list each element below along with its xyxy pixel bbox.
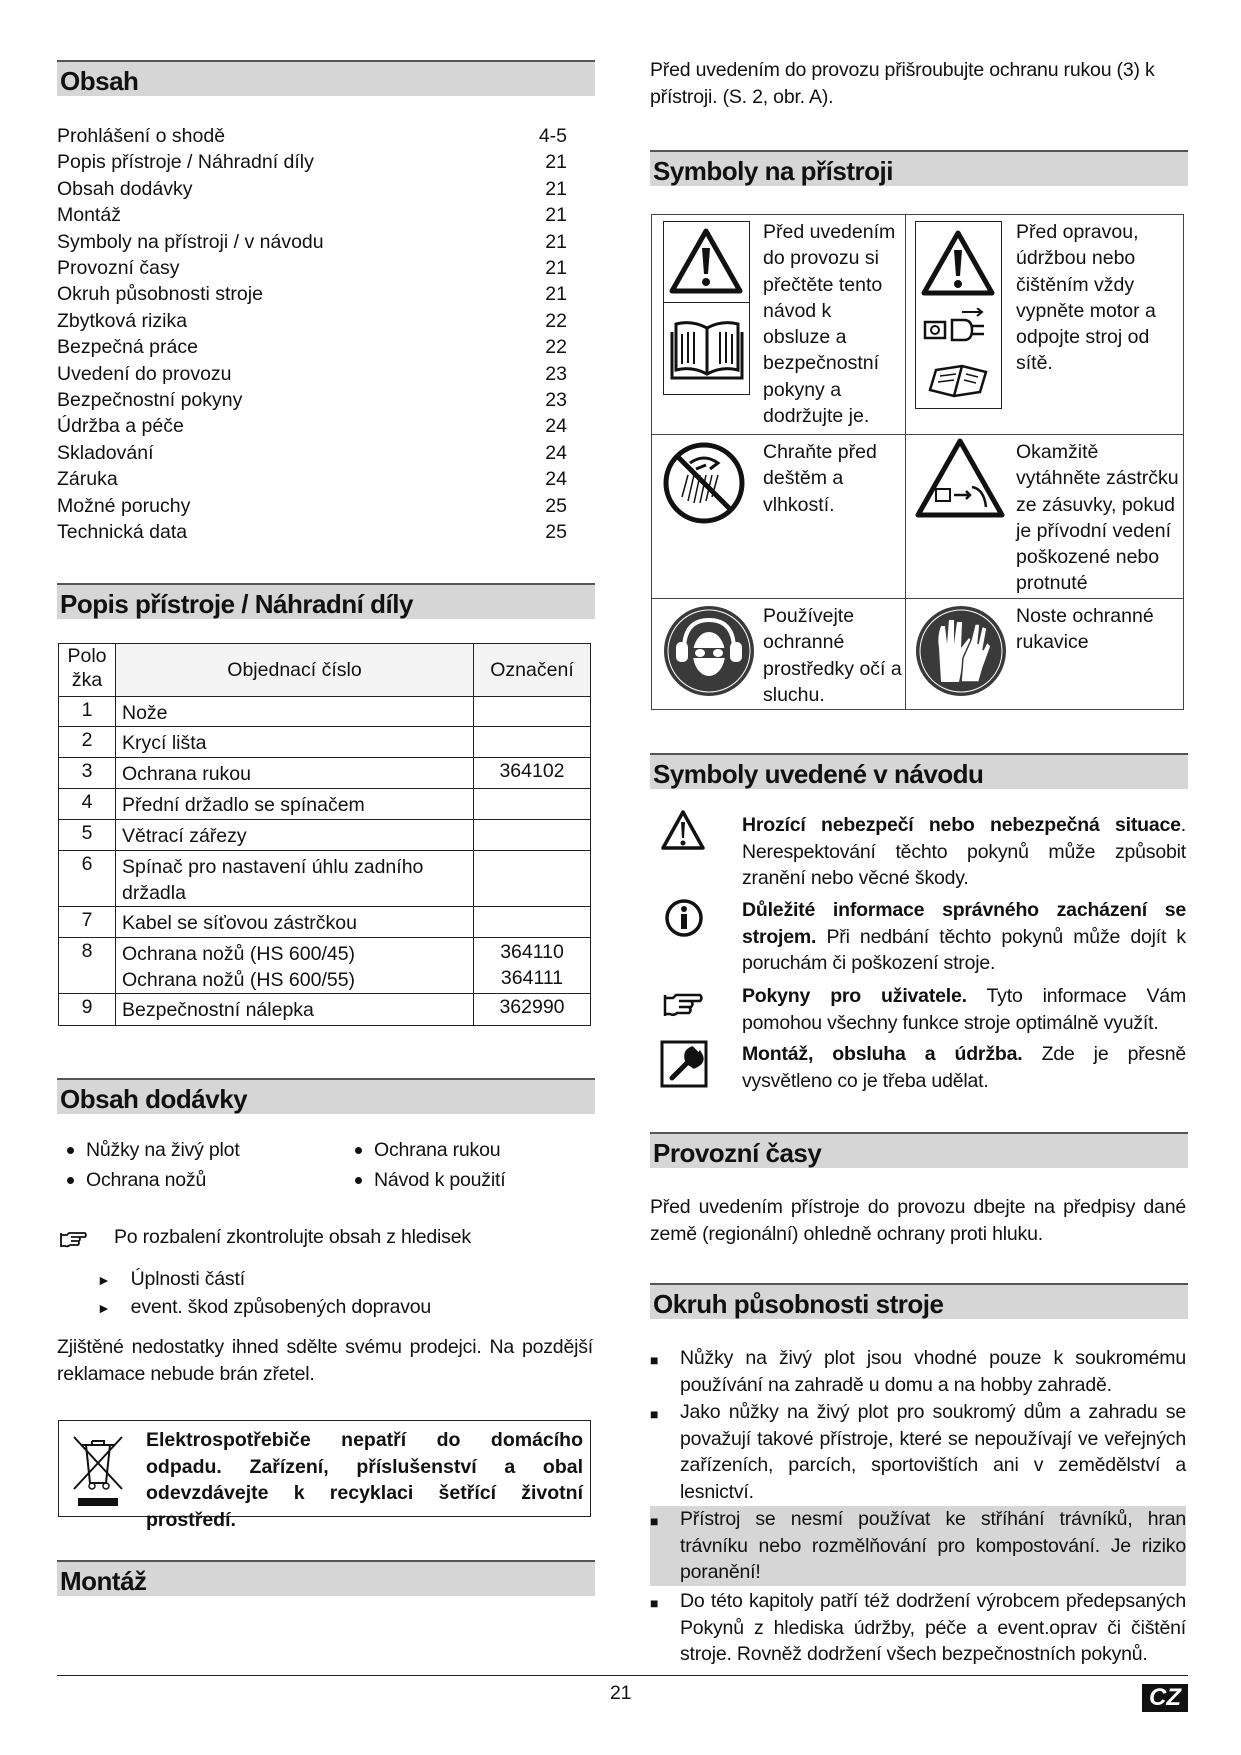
toc-item: [57, 361, 567, 388]
toc-item: [57, 466, 567, 493]
toc-item-page: 25: [545, 494, 567, 517]
symbol-cell-unplug-before-service: [906, 215, 1184, 435]
table-row: [59, 758, 591, 789]
toc-item: [57, 334, 567, 361]
table-row: [59, 851, 591, 907]
delivery-item: Ochrana rukou: [355, 1137, 500, 1164]
toc-item-page: 21: [545, 204, 567, 227]
manual-symbol-important: Důležité informace správného zacházení se strojem. Při nedbání těchto pokynů může dojít k poruchám či poškození stroje.: [742, 899, 1186, 974]
scope-heading: Okruh působnosti stroje: [650, 1283, 1188, 1319]
toc-item-label: Zbytková rizika: [57, 309, 188, 332]
part-position: 8: [59, 938, 116, 994]
scope-item: ■ Jako nůžky na živý plot pro soukromý dům a zahradu se považují takové přístroje, které se nepoužívají ve veřejných zařízeních, parcích, sportovištích ani v zemědělství a lesnictví.: [650, 1401, 1186, 1503]
toc-item-page: 25: [545, 521, 567, 543]
delivery-item: Návod k použití: [355, 1167, 505, 1194]
service-frame: [915, 221, 1002, 409]
delivery-paragraph: Zjištěné nedostatky ihned sdělte svému prodejci. Na pozdější reklamace nebude brán zřetel.: [57, 1336, 593, 1385]
open-book-icon: [670, 318, 744, 380]
toc-item-label: Možné poruchy: [57, 494, 191, 517]
scope-item: ■ Přístroj se nesmí používat ke stříhání trávníků, hran trávníku nebo rozmělňování pro kompostování. Je riziko poranění!: [650, 1506, 1186, 1586]
toc-item: [57, 149, 567, 176]
manual-symbols-heading: Symboly uvedené v návodu: [650, 753, 1188, 789]
part-name: Krycí lišta: [116, 727, 474, 758]
warning-triangle-icon: [669, 228, 743, 294]
symbol-cell-eye-ear-protection: [652, 599, 906, 710]
parts-heading: Popis přístroje / Náhradní díly: [57, 583, 595, 619]
part-name: Bezpečnostní nálepka: [116, 994, 474, 1026]
toc-item: [57, 176, 567, 203]
toc-item: [57, 229, 567, 256]
crossed-bin-icon: [68, 1431, 128, 1509]
warning-cable-icon: [914, 437, 1006, 519]
toc-item-label: Montáž: [57, 204, 121, 227]
part-name: Kabel se síťovou zástrčkou: [116, 907, 474, 938]
plug-disconnect-icon: [922, 308, 996, 348]
no-rain-icon: [662, 441, 746, 525]
parts-header-order: Objednací číslo: [116, 644, 474, 697]
delivery-item: Ochrana nožů: [67, 1167, 206, 1194]
part-position: 3: [59, 758, 116, 789]
part-order-number: [474, 851, 591, 907]
info-icon: [664, 898, 704, 938]
parts-header-designation: Označení: [474, 644, 591, 697]
toc-item-label: Popis přístroje / Náhradní díly: [57, 151, 314, 174]
part-name: Přední držadlo se spínačem: [116, 789, 474, 820]
table-row: [59, 697, 591, 727]
part-order-number: 364102: [474, 758, 591, 789]
delivery-item: Nůžky na živý plot: [67, 1137, 240, 1164]
wrench-icon: [660, 1040, 708, 1088]
part-order-number: [474, 907, 591, 938]
toc-item-page: 21: [545, 230, 567, 253]
toc-item-label: Technická data: [57, 521, 188, 543]
gloves-icon: [913, 604, 1009, 698]
toc-item-page: 21: [545, 151, 567, 174]
manual-symbol-danger: Hrozící nebezpečí nebo nebezpečná situace. Nerespektování těchto pokynů může způsobit zranění nebo věcné škody.: [742, 814, 1186, 889]
toc-item-label: Bezpečná práce: [57, 336, 198, 359]
language-badge: CZ: [1142, 1684, 1188, 1712]
symbol-cell-protect-from-rain: [652, 435, 906, 599]
recycling-text: Elektrospotřebiče nepatří do domácího odpadu. Zařízení, příslušenství a obal odevzdávejte k recyklaci šetřící životní prostředí.: [146, 1429, 583, 1531]
part-position: 7: [59, 907, 116, 938]
table-row: [59, 789, 591, 820]
symbol-text: Před uvedením do provozu si přečtěte tento návod k obsluze a bezpečnostní pokyny a dodržujte je.: [763, 221, 896, 428]
toc-item: [57, 281, 567, 308]
part-position: 2: [59, 727, 116, 758]
toc-item-page: 21: [545, 177, 567, 200]
toc-item-label: Uvedení do provozu: [57, 362, 232, 385]
part-name: Větrací zářezy: [116, 820, 474, 851]
table-row: [59, 994, 591, 1026]
part-order-number: 362990: [474, 994, 591, 1026]
toc-item: [57, 255, 567, 282]
device-symbols-heading: Symboly na přístroji: [650, 150, 1188, 186]
toc-item: [57, 123, 567, 150]
warning-manual-frame: [663, 221, 750, 395]
toc-item-label: Okruh působnosti stroje: [57, 283, 263, 306]
symbol-cell-gloves: [906, 599, 1184, 710]
symbol-cell-read-manual: [652, 215, 906, 435]
toc-item: [57, 202, 567, 229]
warning-triangle-icon: [921, 230, 995, 296]
toc-item-page: 24: [545, 441, 567, 464]
part-position: 5: [59, 820, 116, 851]
toc-item: [57, 413, 567, 440]
delivery-heading: Obsah dodávky: [57, 1078, 595, 1114]
delivery-sub-item: ► Úplnosti částí: [97, 1268, 245, 1290]
part-name: Spínač pro nastavení úhlu zadního držadla: [116, 851, 474, 907]
symbol-cell-damaged-cable: [906, 435, 1184, 599]
toc-item-label: Prohlášení o shodě: [57, 125, 226, 147]
pointing-hand-icon: [662, 990, 706, 1020]
eye-ear-protection-icon: [662, 604, 756, 698]
toc-item-label: Skladování: [57, 441, 154, 464]
part-order-number: [474, 697, 591, 727]
toc-item-page: 24: [545, 415, 567, 438]
symbol-text: Noste ochranné rukavice: [1016, 605, 1154, 654]
recycling-box: [58, 1420, 591, 1531]
toc-item-label: Obsah dodávky: [57, 177, 193, 200]
toc-item-page: 4-5: [538, 125, 567, 147]
parts-table: [58, 643, 591, 1026]
part-position: 4: [59, 789, 116, 820]
part-order-number: 364110 364111: [474, 938, 591, 994]
table-row: [59, 820, 591, 851]
table-row: [59, 907, 591, 938]
manual-symbol-assembly: Montáž, obsluha a údržba. Zde je přesně vysvětleno co je třeba udělat.: [742, 1043, 1186, 1092]
delivery-check-note: Po rozbalení zkontrolujte obsah z hledisek: [114, 1226, 471, 1248]
part-position: 1: [59, 697, 116, 727]
device-symbols-table: [651, 214, 1184, 710]
toc-item-label: Bezpečnostní pokyny: [57, 389, 243, 411]
toc-item-page: 21: [545, 283, 567, 306]
toc-item: [57, 308, 567, 335]
symbol-text: Chraňte před deštěm a vlhkostí.: [763, 441, 877, 516]
toc-item-page: 23: [545, 389, 567, 411]
scope-item: ■ Do této kapitoly patří též dodržení výrobcem předepsaných Pokynů z hlediska údržby, péče a event.oprav či čištění stroje. Rovněž dodržení všech bezpečnostních pokynů.: [650, 1590, 1186, 1665]
footer-rule: [57, 1675, 1188, 1676]
table-row: [59, 727, 591, 758]
page-number: 21: [610, 1682, 632, 1704]
toc-item-page: 24: [545, 468, 567, 491]
toc-heading: Obsah: [57, 60, 595, 96]
toc-item-label: Symboly na přístroji / v návodu: [57, 230, 324, 253]
toc-item-page: 23: [545, 362, 567, 385]
part-name: Nože: [116, 697, 474, 727]
assembly-heading: Montáž: [57, 1560, 595, 1596]
part-position: 9: [59, 994, 116, 1026]
operating-times-text: Před uvedením přístroje do provozu dbejte na předpisy dané země (regionální) ohledně ochrany proti hluku.: [650, 1196, 1186, 1245]
toc-item: [57, 387, 567, 414]
toc-item-label: Údržba a péče: [57, 415, 184, 438]
part-order-number: [474, 727, 591, 758]
part-name: Ochrana nožů (HS 600/45) Ochrana nožů (HS 600/55): [116, 938, 474, 994]
symbol-text: Okamžitě vytáhněte zástrčku ze zásuvky, pokud je přívodní vedení poškozené nebo protnuté: [1016, 441, 1179, 595]
assembly-text: Před uvedením do provozu přišroubujte ochranu rukou (3) k přístroji. (S. 2, obr. A).: [650, 59, 1155, 108]
part-position: 6: [59, 851, 116, 907]
toc-item-label: Provozní časy: [57, 257, 180, 279]
toc-item: [57, 493, 567, 520]
part-name: Ochrana rukou: [116, 758, 474, 789]
toc-item-page: 22: [545, 309, 567, 332]
manual-symbol-user-tips: Pokyny pro uživatele. Tyto informace Vám pomohou všechny funkce stroje optimálně využít.: [742, 985, 1186, 1034]
parts-header-pos: Polo žka: [59, 644, 116, 697]
toc-item: [57, 519, 567, 546]
scope-item: ■ Nůžky na živý plot jsou vhodné pouze k soukromému používání na zahradě u domu a na hobby zahradě.: [650, 1347, 1186, 1396]
warning-triangle-icon: [660, 809, 706, 851]
manual-book-icon: [926, 362, 992, 400]
delivery-sub-item: ► event. škod způsobených dopravou: [97, 1296, 432, 1318]
symbol-text: Používejte ochranné prostředky očí a sluchu.: [763, 605, 902, 706]
part-order-number: [474, 820, 591, 851]
toc-item-page: 22: [545, 336, 567, 359]
symbol-text: Před opravou, údržbou nebo čištěním vždy vypněte motor a odpojte stroj od sítě.: [1016, 221, 1156, 375]
toc-item-page: 21: [545, 257, 567, 279]
toc-item-label: Záruka: [57, 468, 118, 491]
table-row: [59, 938, 591, 994]
operating-times-heading: Provozní časy: [650, 1132, 1188, 1168]
toc-item: [57, 440, 567, 467]
part-order-number: [474, 789, 591, 820]
pointing-hand-icon: [59, 1230, 89, 1250]
